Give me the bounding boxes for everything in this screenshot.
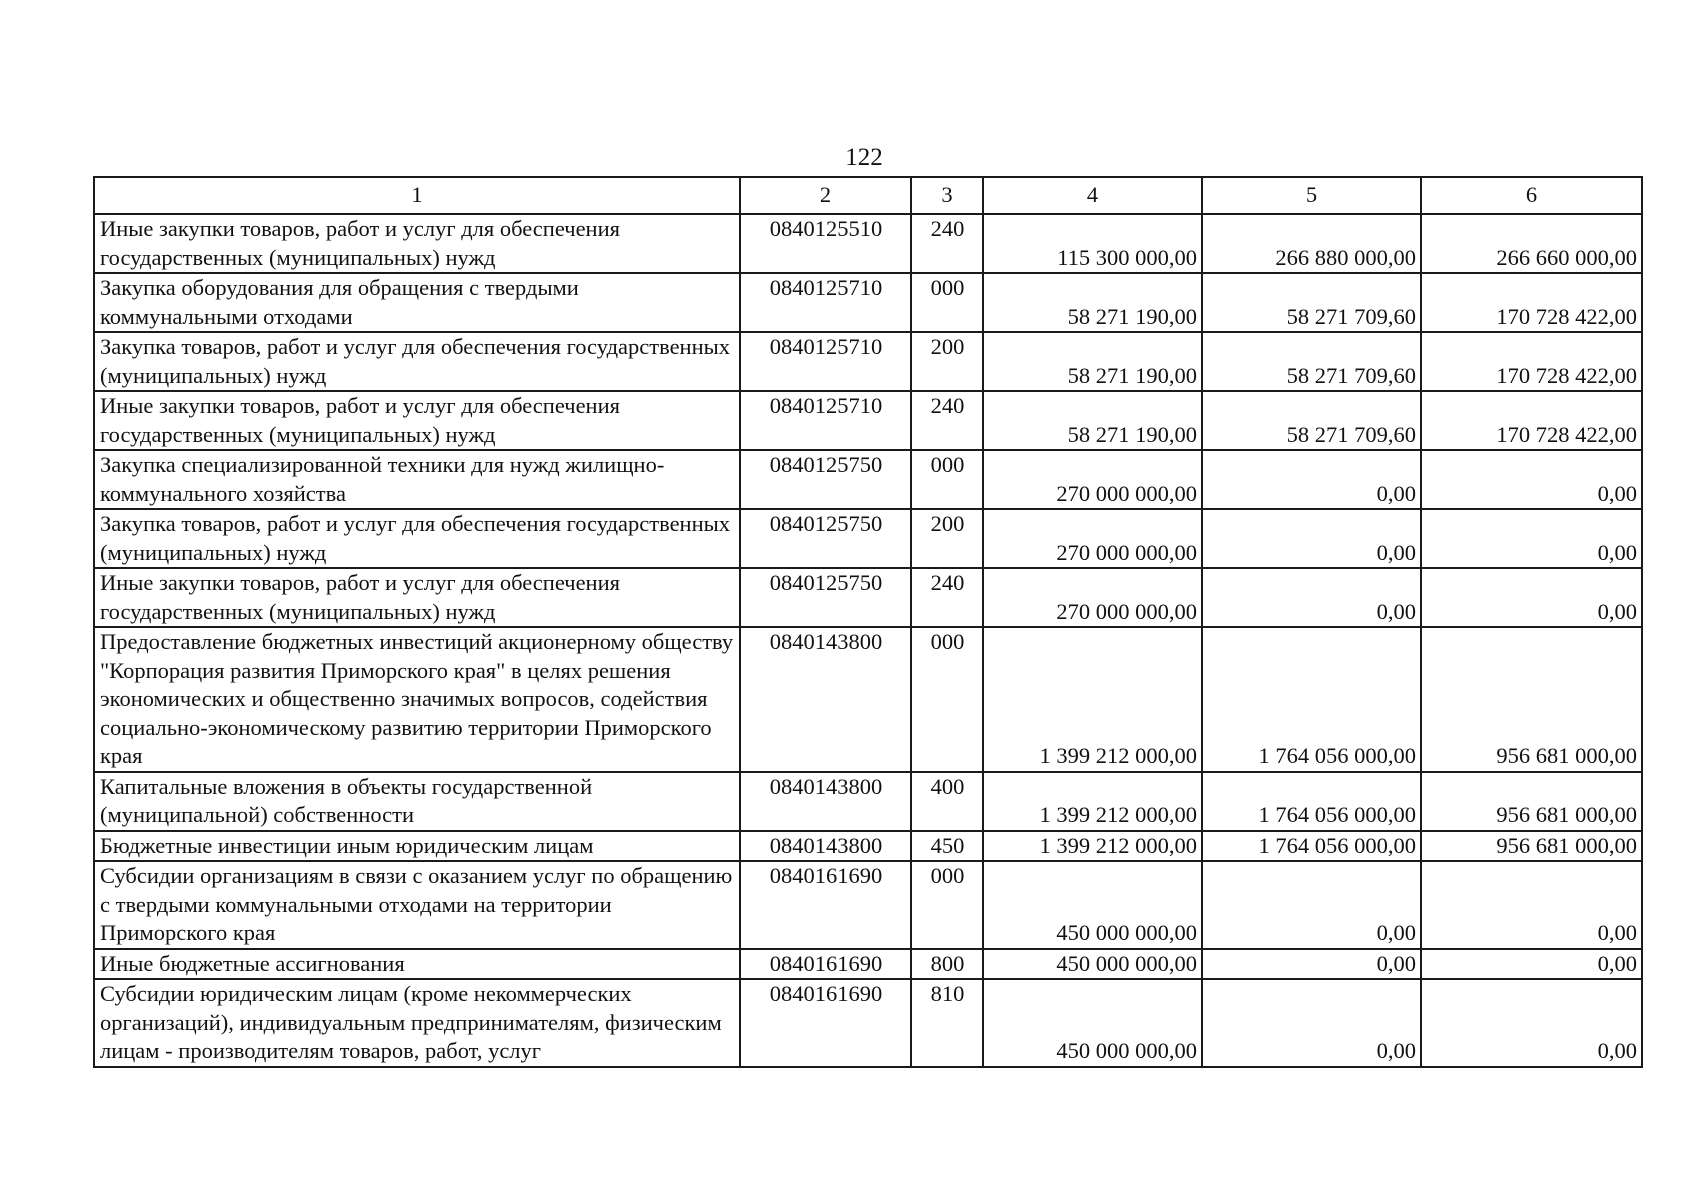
row-amount-4: 270 000 000,00 [983,568,1202,627]
table-row [94,391,1642,450]
row-name: Иные закупки товаров, работ и услуг для обеспечения государственных (муниципальных) нужд [94,214,740,273]
row-kind: 810 [911,979,983,1067]
row-kind: 000 [911,861,983,949]
row-amount-6: 956 681 000,00 [1421,772,1642,831]
row-amount-6: 0,00 [1421,450,1642,509]
row-kind: 000 [911,273,983,332]
row-amount-5: 58 271 709,60 [1202,273,1421,332]
row-amount-6: 956 681 000,00 [1421,831,1642,862]
table-row [94,273,1642,332]
row-amount-6: 170 728 422,00 [1421,273,1642,332]
row-name: Предоставление бюджетных инвестиций акционерному обществу "Корпорация развития Приморского края" в целях решения экономических и общественно значимых вопросов, содействия социально-экономическому развитию территории Приморского края [94,627,740,772]
table-row [94,509,1642,568]
row-amount-5: 0,00 [1202,979,1421,1067]
column-header-5: 5 [1202,177,1421,214]
row-amount-6: 0,00 [1421,861,1642,949]
row-amount-5: 0,00 [1202,861,1421,949]
row-amount-6: 266 660 000,00 [1421,214,1642,273]
column-header-4: 4 [983,177,1202,214]
row-kind: 240 [911,391,983,450]
row-name: Закупка товаров, работ и услуг для обеспечения государственных (муниципальных) нужд [94,509,740,568]
column-header-6: 6 [1421,177,1642,214]
row-name: Субсидии организациям в связи с оказанием услуг по обращению с твердыми коммунальными отходами на территории Приморского края [94,861,740,949]
row-name: Закупка оборудования для обращения с твердыми коммунальными отходами [94,273,740,332]
row-amount-6: 0,00 [1421,979,1642,1067]
table-row [94,831,1642,862]
row-amount-5: 1 764 056 000,00 [1202,831,1421,862]
row-name: Иные бюджетные ассигнования [94,949,740,980]
row-code: 0840125510 [740,214,911,273]
table-row [94,861,1642,949]
row-kind: 200 [911,509,983,568]
row-amount-5: 0,00 [1202,568,1421,627]
row-amount-4: 270 000 000,00 [983,450,1202,509]
row-amount-4: 58 271 190,00 [983,273,1202,332]
row-amount-5: 58 271 709,60 [1202,391,1421,450]
row-code: 0840161690 [740,949,911,980]
row-code: 0840125750 [740,509,911,568]
row-amount-4: 1 399 212 000,00 [983,831,1202,862]
row-kind: 400 [911,772,983,831]
row-name: Иные закупки товаров, работ и услуг для обеспечения государственных (муниципальных) нужд [94,391,740,450]
row-amount-4: 58 271 190,00 [983,391,1202,450]
row-amount-4: 1 399 212 000,00 [983,627,1202,772]
row-amount-5: 0,00 [1202,949,1421,980]
row-code: 0840125710 [740,391,911,450]
row-amount-6: 170 728 422,00 [1421,391,1642,450]
row-code: 0840143800 [740,831,911,862]
row-code: 0840161690 [740,979,911,1067]
row-name: Иные закупки товаров, работ и услуг для обеспечения государственных (муниципальных) нужд [94,568,740,627]
row-amount-6: 0,00 [1421,509,1642,568]
table-row [94,949,1642,980]
row-amount-6: 170 728 422,00 [1421,332,1642,391]
row-amount-4: 58 271 190,00 [983,332,1202,391]
row-name: Закупка специализированной техники для нужд жилищно-коммунального хозяйства [94,450,740,509]
row-amount-4: 115 300 000,00 [983,214,1202,273]
row-amount-6: 0,00 [1421,568,1642,627]
row-kind: 240 [911,568,983,627]
row-amount-5: 0,00 [1202,450,1421,509]
row-name: Субсидии юридическим лицам (кроме некоммерческих организаций), индивидуальным предпринимателям, физическим лицам - производителям товаров, работ, услуг [94,979,740,1067]
row-amount-4: 1 399 212 000,00 [983,772,1202,831]
table-row [94,214,1642,273]
column-header-2: 2 [740,177,911,214]
table-row [94,568,1642,627]
table-body [94,214,1642,1067]
row-code: 0840125710 [740,332,911,391]
row-amount-4: 270 000 000,00 [983,509,1202,568]
row-kind: 200 [911,332,983,391]
page-number: 122 [845,144,883,171]
row-kind: 000 [911,450,983,509]
row-amount-5: 1 764 056 000,00 [1202,627,1421,772]
table-row [94,332,1642,391]
table-row [94,450,1642,509]
row-name: Бюджетные инвестиции иным юридическим лицам [94,831,740,862]
row-kind: 800 [911,949,983,980]
column-header-3: 3 [911,177,983,214]
row-amount-5: 1 764 056 000,00 [1202,772,1421,831]
row-amount-5: 58 271 709,60 [1202,332,1421,391]
row-amount-4: 450 000 000,00 [983,979,1202,1067]
row-code: 0840143800 [740,772,911,831]
row-amount-6: 956 681 000,00 [1421,627,1642,772]
row-kind: 240 [911,214,983,273]
column-header-1: 1 [94,177,740,214]
row-amount-5: 266 880 000,00 [1202,214,1421,273]
row-kind: 000 [911,627,983,772]
row-kind: 450 [911,831,983,862]
row-code: 0840125750 [740,568,911,627]
table-row [94,979,1642,1067]
row-name: Капитальные вложения в объекты государственной (муниципальной) собственности [94,772,740,831]
row-code: 0840125710 [740,273,911,332]
row-amount-4: 450 000 000,00 [983,861,1202,949]
row-code: 0840125750 [740,450,911,509]
table-header [94,177,1642,214]
table-row [94,772,1642,831]
row-code: 0840143800 [740,627,911,772]
row-amount-4: 450 000 000,00 [983,949,1202,980]
row-code: 0840161690 [740,861,911,949]
row-amount-5: 0,00 [1202,509,1421,568]
row-amount-6: 0,00 [1421,949,1642,980]
header-row [94,177,1642,214]
row-name: Закупка товаров, работ и услуг для обеспечения государственных (муниципальных) нужд [94,332,740,391]
table-row [94,627,1642,772]
budget-table [93,176,1643,1068]
